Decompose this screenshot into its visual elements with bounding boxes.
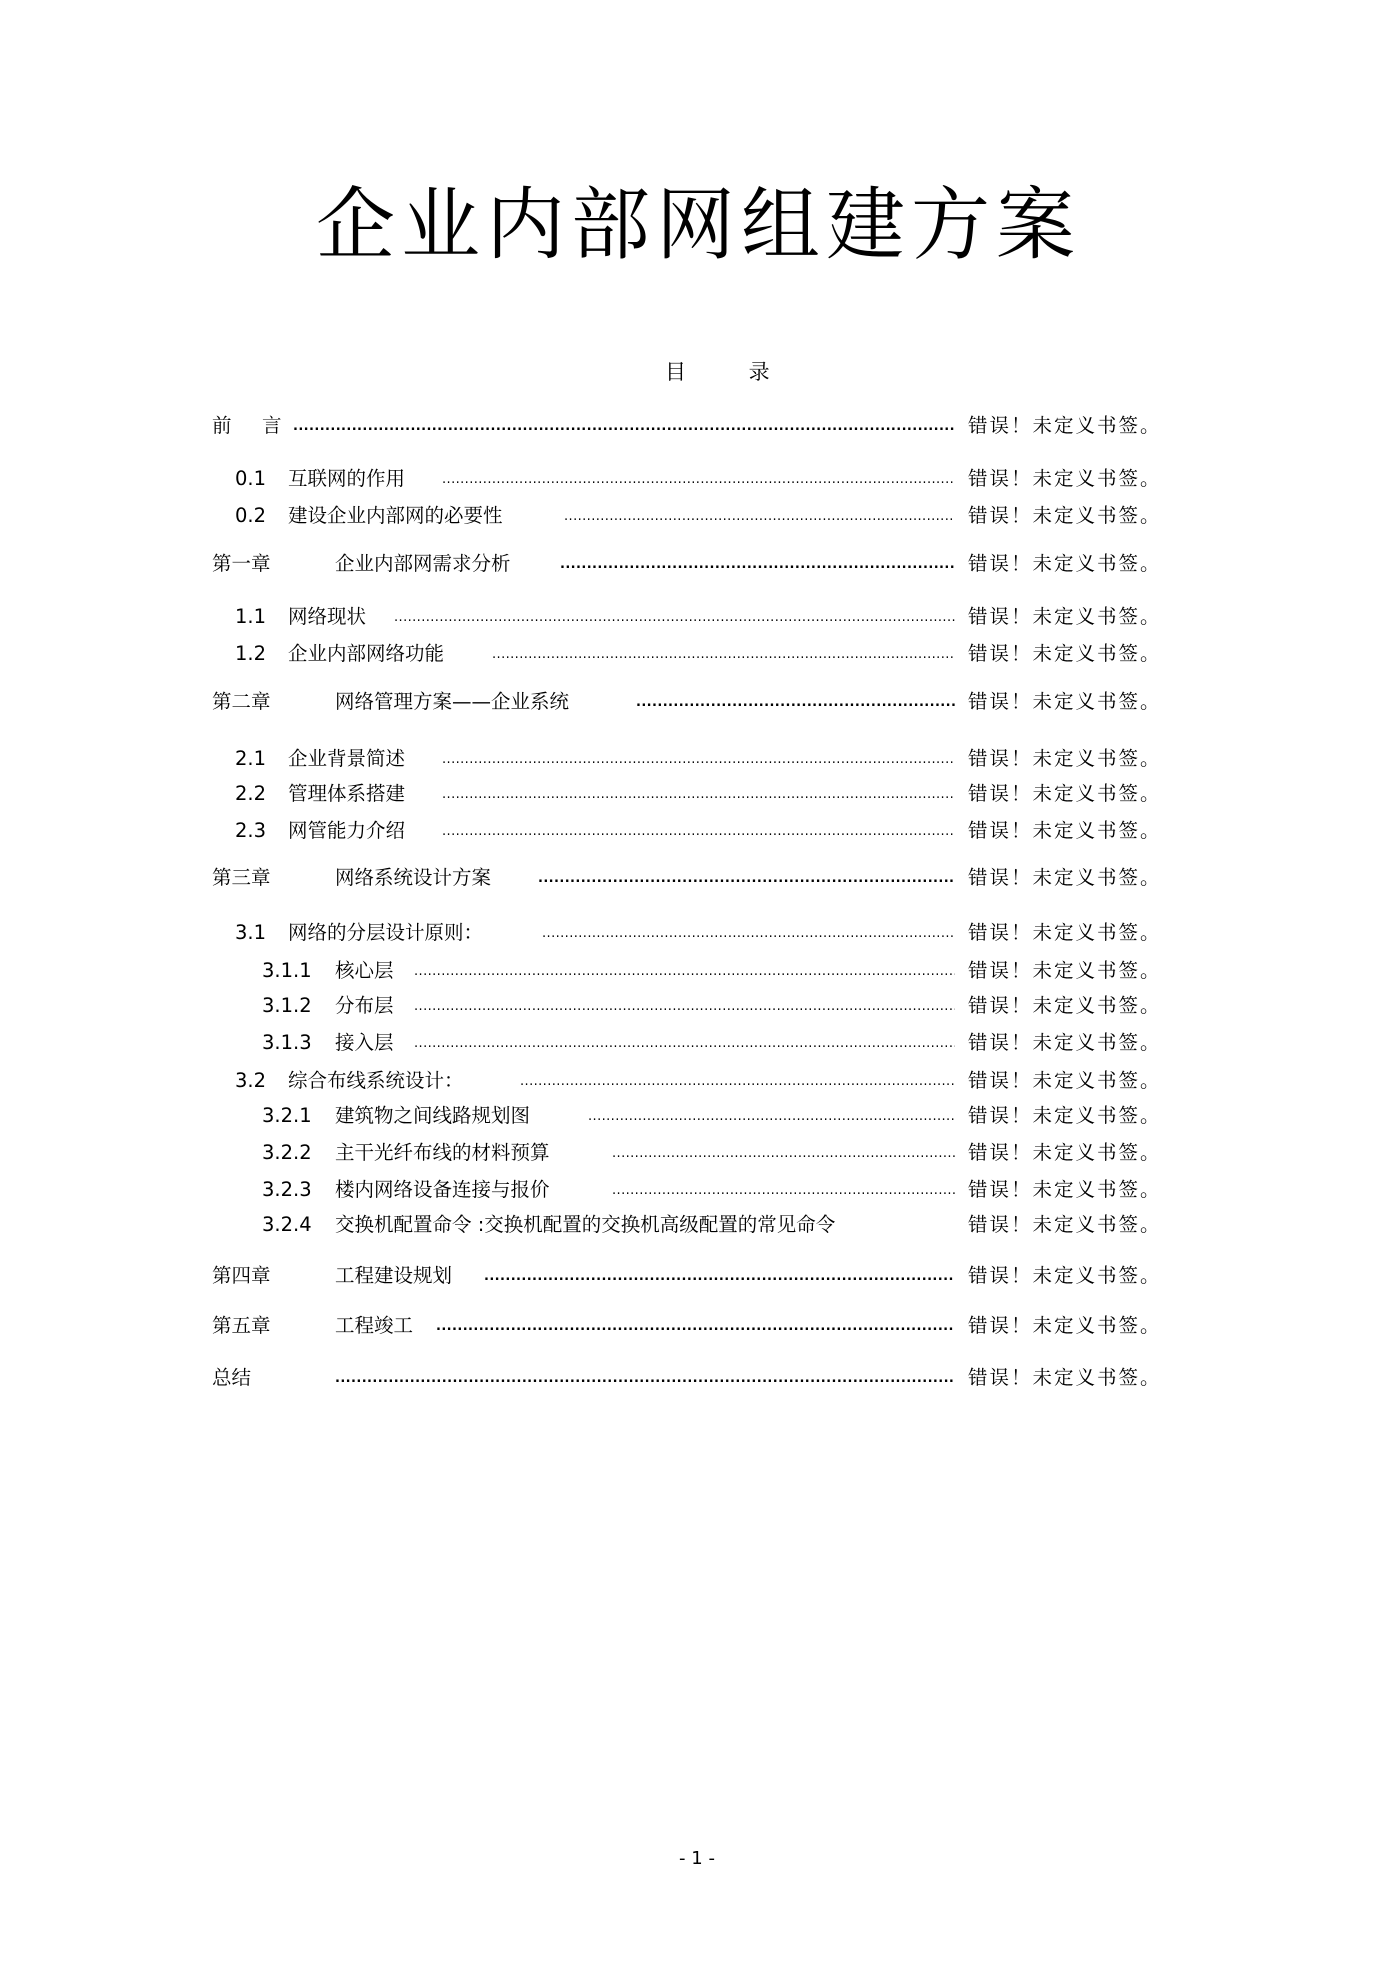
toc-entry-page-ref: 错误！未定义书签。 xyxy=(968,1069,1162,1092)
toc-entry-page-ref: 错误！未定义书签。 xyxy=(968,1178,1162,1201)
toc-entry-3-1[interactable] xyxy=(0,919,1394,947)
toc-entry-page-ref: 错误！未定义书签。 xyxy=(968,1366,1162,1389)
toc-entry-1-1[interactable] xyxy=(0,603,1394,631)
toc-entry-chapter-4[interactable] xyxy=(0,1262,1394,1290)
toc-entry-page-ref: 错误！未定义书签。 xyxy=(968,414,1162,437)
toc-entry-preface[interactable] xyxy=(0,412,1394,440)
toc-entry-1-2[interactable] xyxy=(0,640,1394,668)
toc-entry-3-2-4[interactable] xyxy=(0,1211,1394,1239)
toc-entry-3-2-3[interactable] xyxy=(0,1176,1394,1204)
toc-entry-title: 建设企业内部网的必要性 xyxy=(288,504,503,527)
toc-entry-number: 总结 xyxy=(212,1366,252,1389)
toc-entry-number: 3.1.3 xyxy=(262,1031,312,1054)
toc-entry-title: 工程竣工 xyxy=(335,1314,414,1337)
toc-entry-page-ref: 错误！未定义书签。 xyxy=(968,747,1162,770)
toc-entry-number: 第二章 xyxy=(212,690,271,713)
toc-entry-page-ref: 错误！未定义书签。 xyxy=(968,642,1162,665)
toc-entry-title: 言 xyxy=(262,414,282,437)
toc-entry-summary[interactable] xyxy=(0,1364,1394,1392)
toc-dot-leader xyxy=(442,780,955,808)
toc-entry-2-3[interactable] xyxy=(0,817,1394,845)
toc-entry-number: 第五章 xyxy=(212,1314,271,1337)
toc-entry-number: 2.3 xyxy=(235,819,267,842)
toc-entry-title: 建筑物之间线路规划图 xyxy=(335,1104,531,1127)
toc-entry-title: 管理体系搭建 xyxy=(288,782,406,805)
toc-entry-number: 3.2.3 xyxy=(262,1178,312,1201)
toc-entry-title: 主干光纤布线的材料预算 xyxy=(335,1141,550,1164)
toc-entry-number: 第四章 xyxy=(212,1264,271,1287)
toc-entry-page-ref: 错误！未定义书签。 xyxy=(968,994,1162,1017)
toc-entry-3-2-2[interactable] xyxy=(0,1139,1394,1167)
toc-entry-title: 网络的分层设计原则： xyxy=(288,921,484,944)
toc-entry-page-ref: 错误！未定义书签。 xyxy=(968,1104,1162,1127)
toc-entry-title: 分布层 xyxy=(335,994,394,1017)
toc-entry-number: 1.2 xyxy=(235,642,267,665)
toc-entry-page-ref: 错误！未定义书签。 xyxy=(968,866,1162,889)
toc-entry-title: 楼内网络设备连接与报价 xyxy=(335,1178,550,1201)
toc-entry-title: 网络现状 xyxy=(288,605,367,628)
toc-entry-page-ref: 错误！未定义书签。 xyxy=(968,690,1162,713)
toc-entry-chapter-1[interactable] xyxy=(0,550,1394,578)
toc-entry-chapter-3[interactable] xyxy=(0,864,1394,892)
toc-entry-title: 互联网的作用 xyxy=(288,467,406,490)
toc-entry-number: 2.1 xyxy=(235,747,267,770)
toc-entry-3-1-3[interactable] xyxy=(0,1029,1394,1057)
toc-entry-number: 3.1.2 xyxy=(262,994,312,1017)
toc-entry-number: 3.1 xyxy=(235,921,267,944)
toc-entry-title: 综合布线系统设计： xyxy=(288,1069,464,1092)
toc-entry-page-ref: 错误！未定义书签。 xyxy=(968,605,1162,628)
toc-dot-leader xyxy=(293,412,955,440)
toc-entry-page-ref: 错误！未定义书签。 xyxy=(968,1264,1162,1287)
toc-dot-leader xyxy=(414,1029,955,1057)
toc-entry-3-2-1[interactable] xyxy=(0,1102,1394,1130)
toc-entry-number: 第一章 xyxy=(212,552,271,575)
toc-dot-leader xyxy=(436,1312,955,1340)
toc-entry-chapter-2[interactable] xyxy=(0,688,1394,716)
toc-entry-number: 3.2.2 xyxy=(262,1141,312,1164)
toc-entry-number: 1.1 xyxy=(235,605,267,628)
toc-entry-number: 3.2 xyxy=(235,1069,267,1092)
toc-entry-3-1-1[interactable] xyxy=(0,957,1394,985)
toc-dot-leader xyxy=(414,957,955,985)
toc-entry-title: 网管能力介绍 xyxy=(288,819,406,842)
toc-entry-chapter-5[interactable] xyxy=(0,1312,1394,1340)
toc-entry-title: 核心层 xyxy=(335,959,394,982)
toc-dot-leader xyxy=(588,1102,955,1130)
toc-dot-leader xyxy=(394,603,955,631)
toc-dot-leader xyxy=(492,640,955,668)
toc-entry-page-ref: 错误！未定义书签。 xyxy=(968,467,1162,490)
toc-dot-leader xyxy=(612,1139,955,1167)
toc-dot-leader xyxy=(564,502,955,530)
toc-entry-number: 0.2 xyxy=(235,504,267,527)
toc-dot-leader xyxy=(636,688,955,716)
toc-entry-page-ref: 错误！未定义书签。 xyxy=(968,959,1162,982)
toc-dot-leader xyxy=(335,1364,955,1392)
toc-entry-title: 接入层 xyxy=(335,1031,394,1054)
toc-entry-2-1[interactable] xyxy=(0,745,1394,773)
toc-entry-page-ref: 错误！未定义书签。 xyxy=(968,1213,1162,1236)
toc-entry-0-1[interactable] xyxy=(0,465,1394,493)
toc-dot-leader xyxy=(542,919,955,947)
toc-entry-page-ref: 错误！未定义书签。 xyxy=(968,782,1162,805)
toc-entry-number: 3.2.1 xyxy=(262,1104,312,1127)
toc-entry-3-1-2[interactable] xyxy=(0,992,1394,1020)
toc-entry-page-ref: 错误！未定义书签。 xyxy=(968,921,1162,944)
toc-dot-leader xyxy=(442,465,955,493)
toc-entry-number: 3.1.1 xyxy=(262,959,312,982)
toc-entry-title: 企业内部网络功能 xyxy=(288,642,445,665)
toc-entry-page-ref: 错误！未定义书签。 xyxy=(968,819,1162,842)
toc-entry-2-2[interactable] xyxy=(0,780,1394,808)
toc-dot-leader xyxy=(442,817,955,845)
toc-entry-page-ref: 错误！未定义书签。 xyxy=(968,1314,1162,1337)
toc-dot-leader xyxy=(520,1067,955,1095)
toc-entry-title: 交换机配置命令 :交换机配置的交换机高级配置的常见命令 xyxy=(335,1213,836,1236)
toc-entry-3-2[interactable] xyxy=(0,1067,1394,1095)
toc-entry-page-ref: 错误！未定义书签。 xyxy=(968,504,1162,527)
toc-entry-number: 3.2.4 xyxy=(262,1213,312,1236)
toc-entry-number: 第三章 xyxy=(212,866,271,889)
toc-dot-leader xyxy=(560,550,955,578)
toc-entry-title: 企业内部网需求分析 xyxy=(335,552,511,575)
toc-heading: 目 录 xyxy=(665,360,798,384)
toc-entry-number: 0.1 xyxy=(235,467,267,490)
toc-dot-leader xyxy=(442,745,955,773)
toc-entry-page-ref: 错误！未定义书签。 xyxy=(968,1141,1162,1164)
toc-entry-title: 网络管理方案——企业系统 xyxy=(335,690,570,713)
toc-entry-title: 网络系统设计方案 xyxy=(335,866,492,889)
toc-entry-page-ref: 错误！未定义书签。 xyxy=(968,552,1162,575)
toc-entry-title: 企业背景简述 xyxy=(288,747,406,770)
toc-entry-page-ref: 错误！未定义书签。 xyxy=(968,1031,1162,1054)
toc-dot-leader xyxy=(414,992,955,1020)
page-number: - 1 - xyxy=(679,1848,715,1869)
toc-entry-title: 工程建设规划 xyxy=(335,1264,453,1287)
toc-entry-number: 2.2 xyxy=(235,782,267,805)
toc-dot-leader xyxy=(484,1262,955,1290)
toc-dot-leader xyxy=(612,1176,955,1204)
toc-entry-number: 前 xyxy=(212,414,232,437)
document-title: 企业内部网组建方案 xyxy=(316,179,1081,271)
toc-entry-0-2[interactable] xyxy=(0,502,1394,530)
toc-dot-leader xyxy=(538,864,955,892)
